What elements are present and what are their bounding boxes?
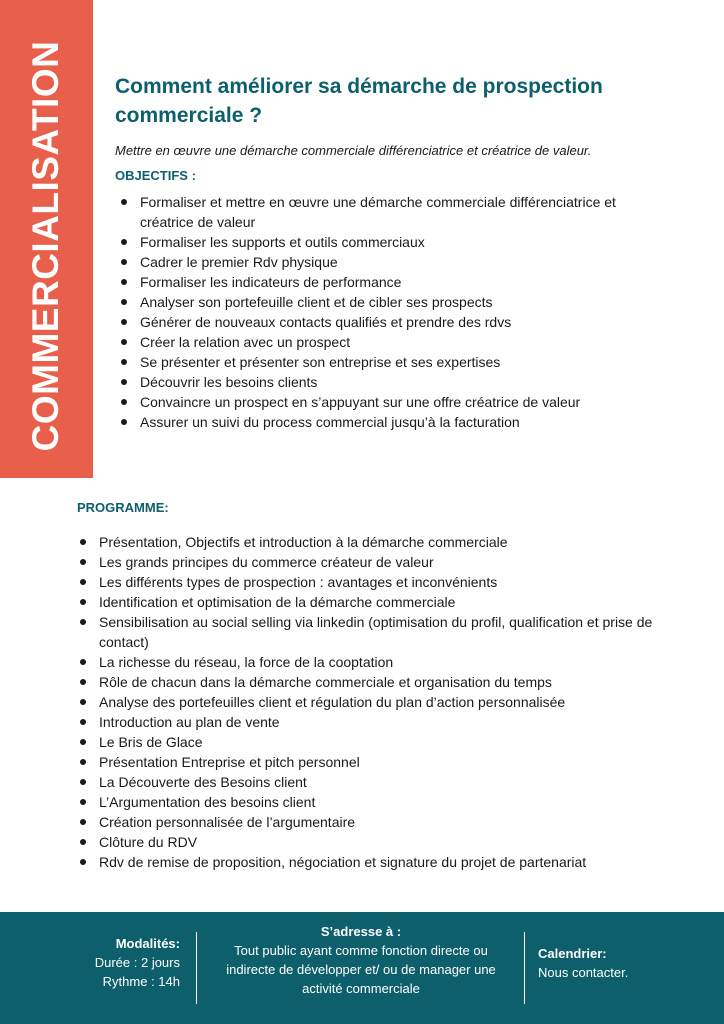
adresse-line-2: indirecte de développer et/ ou de manager une — [226, 962, 496, 977]
list-item: Identification et optimisation de la démarche commerciale — [77, 592, 667, 612]
footer-adresse — [200, 922, 522, 998]
calendrier-text: Nous contacter. — [538, 965, 629, 980]
list-item: La Découverte des Besoins client — [77, 772, 667, 792]
list-item: Formaliser les indicateurs de performance — [118, 272, 666, 292]
list-item: Présentation Entreprise et pitch personnel — [77, 752, 667, 772]
adresse-heading: S’adresse à : — [320, 924, 402, 939]
footer — [0, 912, 724, 1024]
list-item: Analyse des portefeuilles client et régulation du plan d’action personnalisée — [77, 692, 667, 712]
list-item: Rdv de remise de proposition, négociation et signature du projet de partenariat — [77, 852, 667, 872]
list-item: Découvrir les besoins clients — [118, 372, 666, 392]
side-banner-text: COMMERCIALISATION — [25, 40, 66, 452]
list-item: Rôle de chacun dans la démarche commerciale et organisation du temps — [77, 672, 667, 692]
list-item: La richesse du réseau, la force de la cooptation — [77, 652, 667, 672]
footer-divider-left — [196, 932, 197, 1004]
adresse-line-1: Tout public ayant comme fonction directe ou — [234, 943, 488, 958]
list-item: Se présenter et présenter son entreprise et ses expertises — [118, 352, 666, 372]
list-item: Analyser son portefeuille client et de cibler ses prospects — [118, 292, 666, 312]
list-item: L’Argumentation des besoins client — [77, 792, 667, 812]
list-item: Créer la relation avec un prospect — [118, 332, 666, 352]
list-item: Générer de nouveaux contacts qualifiés et prendre des rdvs — [118, 312, 666, 332]
calendrier-heading: Calendrier: — [538, 946, 607, 961]
footer-divider-right — [524, 932, 525, 1004]
list-item: Formaliser et mettre en œuvre une démarche commerciale différenciatrice et créatrice de valeur — [118, 192, 666, 232]
footer-calendrier — [538, 944, 708, 982]
modalites-rythme: Rythme : 14h — [102, 974, 180, 989]
programme-heading: PROGRAMME: — [77, 500, 169, 515]
page-title: Comment améliorer sa démarche de prospection commerciale ? — [115, 75, 603, 127]
list-item: Création personnalisée de l’argumentaire — [77, 812, 667, 832]
list-item: Les différents types de prospection : avantages et inconvénients — [77, 572, 667, 592]
footer-modalites — [60, 934, 180, 991]
objectifs-heading: OBJECTIFS : — [115, 168, 196, 183]
list-item: Introduction au plan de vente — [77, 712, 667, 732]
list-item: Clôture du RDV — [77, 832, 667, 852]
programme-list — [77, 532, 667, 872]
list-item: Présentation, Objectifs et introduction à la démarche commerciale — [77, 532, 667, 552]
list-item: Le Bris de Glace — [77, 732, 667, 752]
list-item: Convaincre un prospect en s’appuyant sur une offre créatrice de valeur — [118, 392, 666, 412]
list-item: Les grands principes du commerce créateur de valeur — [77, 552, 667, 572]
page-subtitle: Mettre en œuvre une démarche commerciale différenciatrice et créatrice de valeur. — [115, 143, 592, 158]
list-item: Assurer un suivi du process commercial jusqu’à la facturation — [118, 412, 666, 432]
side-banner — [0, 0, 93, 478]
adresse-line-3: activité commerciale — [302, 981, 420, 996]
modalites-duree: Durée : 2 jours — [94, 955, 180, 970]
objectifs-list — [118, 192, 666, 432]
list-item: Cadrer le premier Rdv physique — [118, 252, 666, 272]
list-item: Sensibilisation au social selling via linkedin (optimisation du profil, qualification et prise de contact) — [77, 612, 667, 652]
list-item: Formaliser les supports et outils commerciaux — [118, 232, 666, 252]
modalites-heading: Modalités: — [115, 936, 180, 951]
